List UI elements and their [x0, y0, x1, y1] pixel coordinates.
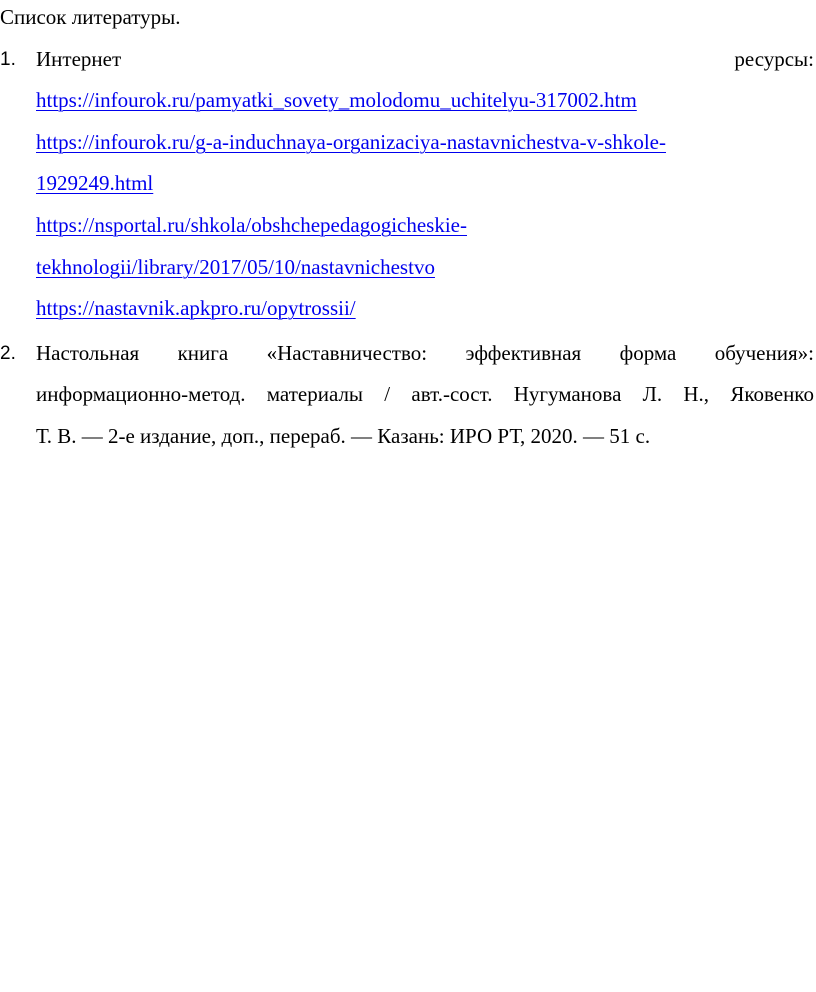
- item-2-word: книга: [177, 341, 229, 365]
- reference-link-nastavnik[interactable]: https://nastavnik.apkpro.ru/opytrossii/: [36, 296, 356, 320]
- list-number-1: 1.: [0, 49, 16, 70]
- item-2-word: форма: [619, 341, 677, 365]
- item-2-word: Л.: [642, 382, 663, 406]
- item-1-lead-word: Интернет: [36, 47, 122, 71]
- reference-link-nsportal[interactable]: https://nsportal.ru/shkola/obshchepedagogicheskie-: [36, 213, 467, 237]
- reference-link-nsportal-cont[interactable]: tekhnologii/library/2017/05/10/nastavnichestvo: [36, 255, 435, 279]
- item-2-word: материалы: [266, 382, 364, 406]
- reference-link-infourok-induchnaya[interactable]: https://infourok.ru/g-a-induchnaya-organizaciya-nastavnichestva-v-shkole-: [36, 130, 666, 154]
- item-2-word: /: [384, 382, 391, 406]
- item-1-trail-word: ресурсы:: [734, 47, 814, 71]
- item-2-word: Настольная: [36, 341, 140, 365]
- item-2-line-1: [36, 338, 814, 368]
- list-number-2: 2.: [0, 343, 16, 364]
- page-title: Список литературы.: [0, 5, 181, 29]
- item-2-word: «Наставничество:: [266, 341, 428, 365]
- reference-link-infourok-induchnaya-cont[interactable]: 1929249.html: [36, 171, 154, 195]
- item-2-word: Яковенко: [730, 382, 814, 406]
- item-2-word: эффективная: [465, 341, 582, 365]
- item-2-word: Н.,: [683, 382, 710, 406]
- item-2-word: авт.-сост.: [411, 382, 493, 406]
- item-2-word: обучения»:: [714, 341, 814, 365]
- item-2-word: Нугуманова: [513, 382, 622, 406]
- item-2-line-2: [36, 379, 814, 409]
- item-2-line-3: Т. В. — 2-е издание, доп., перераб. — Казань: ИРО РТ, 2020. — 51 с.: [36, 424, 651, 448]
- reference-link-infourok-pamyatki[interactable]: https://infourok.ru/pamyatki_sovety_molodomu_uchitelyu-317002.htm: [36, 88, 637, 112]
- item-2-word: информационно-метод.: [36, 382, 246, 406]
